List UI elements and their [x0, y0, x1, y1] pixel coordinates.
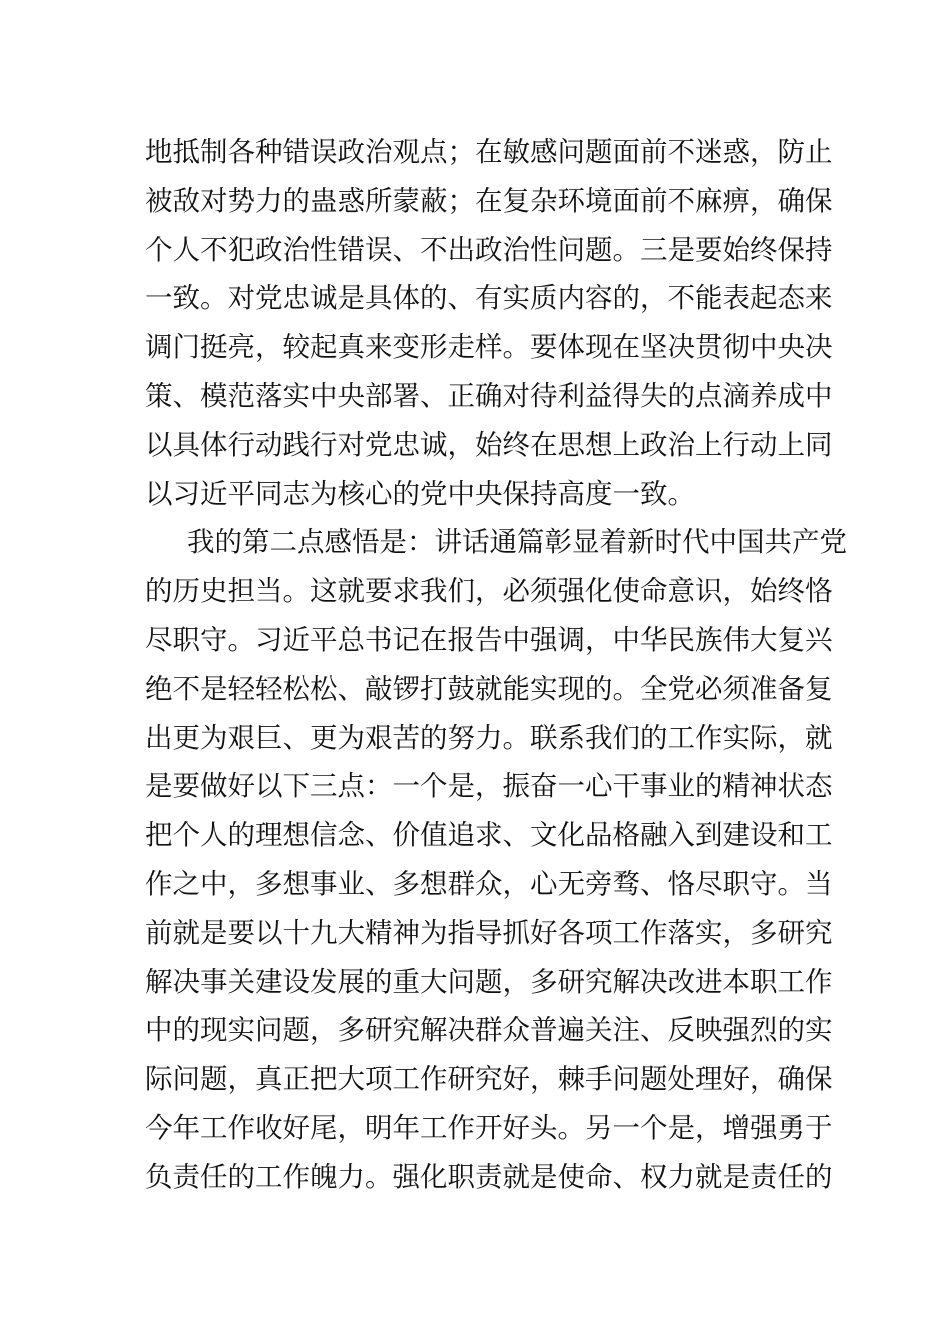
- text-line: 一致。对党忠诚是具体的、有实质内容的，不能表起态来: [145, 282, 833, 315]
- text-line: 中的现实问题，多研究解决群众普遍关注、反映强烈的实: [145, 1014, 833, 1047]
- paragraph-start-line: 我的第二点感悟是：讲话通篇彰显着新时代中国共产党: [187, 526, 847, 559]
- text-line: 作之中，多想事业、多想群众，心无旁骛、恪尽职守。当: [145, 867, 833, 900]
- text-line: 调门挺亮，较起真来变形走样。要体现在坚决贯彻中央决: [145, 331, 833, 364]
- text-line: 出更为艰巨、更为艰苦的努力。联系我们的工作实际，就: [145, 721, 833, 754]
- text-line: 个人不犯政治性错误、不出政治性问题。三是要始终保持: [145, 233, 833, 266]
- text-line: 尽职守。习近平总书记在报告中强调，中华民族伟大复兴: [145, 623, 833, 656]
- text-line: 的历史担当。这就要求我们，必须强化使命意识，始终恪: [145, 575, 833, 608]
- text-line: 地抵制各种错误政治观点；在敏感问题面前不迷惑，防止: [145, 136, 833, 168]
- text-line: 解决事关建设发展的重大问题，多研究解决改进本职工作: [145, 965, 833, 998]
- text-line: 际问题，真正把大项工作研究好，棘手问题处理好，确保: [145, 1063, 833, 1096]
- paragraph-end-line: 以习近平同志为核心的党中央保持高度一致。: [145, 477, 695, 510]
- body-text: [145, 128, 847, 1202]
- text-line: 前就是要以十九大精神为指导抓好各项工作落实，多研究: [145, 916, 833, 949]
- text-line: 今年工作收好尾，明年工作开好头。另一个是，增强勇于: [145, 1111, 833, 1144]
- text-line: 以具体行动践行对党忠诚，始终在思想上政治上行动上同: [145, 428, 833, 461]
- text-line: 被敌对势力的蛊惑所蒙蔽；在复杂环境面前不麻痹，确保: [145, 184, 833, 217]
- text-line: 绝不是轻轻松松、敲锣打鼓就能实现的。全党必须准备复: [145, 672, 833, 705]
- text-line: 是要做好以下三点：一个是，振奋一心干事业的精神状态: [145, 770, 833, 803]
- text-line: 策、模范落实中央部署、正确对待利益得失的点滴养成中: [145, 379, 833, 412]
- text-line: 负责任的工作魄力。强化职责就是使命、权力就是责任的: [145, 1160, 833, 1193]
- text-line: 把个人的理想信念、价值追求、文化品格融入到建设和工: [145, 819, 833, 852]
